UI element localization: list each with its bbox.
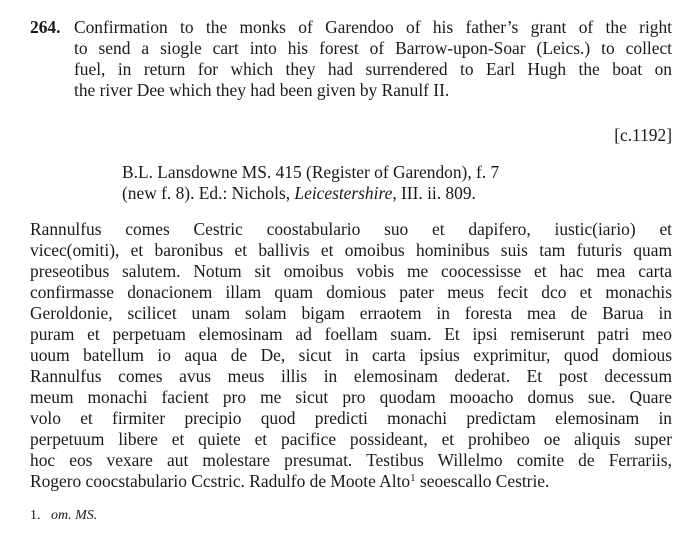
- charter-line: Rannulfus comes avus meus illis in elemosinam dederat. Et post decessum: [30, 366, 672, 386]
- summary-line: the river Dee which they had been given by Ranulf II.: [74, 80, 450, 100]
- charter-line: puram et perpetuam elemosinam ad foellam suam. Et ipsi remiserunt patri meo: [30, 324, 672, 344]
- charter-line: Geroldonie, scilicet unam solam bigam erraotem in foresta mea de Barua in: [30, 303, 672, 323]
- charter-line: vicec(omiti), et baronibus et ballivis et omoibus hominibus suis tam futuris quam: [30, 240, 672, 260]
- source-edition-pre: (new f. 8). Ed.: Nichols,: [122, 183, 295, 203]
- charter-line: perpetuum libere et quiete et pacifice possideant, et prohibeo oe aliquis super: [30, 429, 672, 449]
- summary-line: to send a siogle cart into his forest of Barrow-upon-Soar (Leics.) to collect: [74, 38, 672, 58]
- charter-line-last: [30, 471, 549, 491]
- entry-number: 264.: [30, 17, 61, 37]
- summary-line: fuel, in return for which they had surrendered to Earl Hugh the boat on: [74, 59, 672, 79]
- footnote-text: om. MS.: [51, 508, 98, 523]
- footnote-marker: 1: [410, 472, 416, 484]
- source-line: B.L. Lansdowne MS. 415 (Register of Garendon), f. 7: [122, 162, 500, 182]
- footnote: [30, 507, 97, 525]
- source-line-edition: [122, 183, 476, 203]
- source-edition-title: Leicestershire: [294, 183, 393, 203]
- charter-last-pre: Rogero coocstabulario Ccstric. Radulfo de Moote Alto: [30, 471, 411, 491]
- charter-line: meum monachi facient pro me sicut pro quodam mooacho domus sue. Quare: [30, 387, 672, 407]
- entry-date: [c.1192]: [614, 125, 672, 145]
- charter-last-post: seoescallo Cestrie.: [415, 471, 550, 491]
- charter-line: hoc eos vexare aut molestare presumat. Testibus Willelmo comite de Ferrariis,: [30, 450, 672, 470]
- footnote-number: 1.: [30, 508, 41, 523]
- summary-line: Confirmation to the monks of Garendoo of his father’s grant of the right: [74, 17, 672, 37]
- charter-line: preseotibus salutem. Notum sit omoibus vobis me coocessisse et hac mea carta: [30, 261, 672, 281]
- charter-line: confirmasse donacionem illam quam domious pater meus fecit dco et monachis: [30, 282, 672, 302]
- source-edition-post: , III. ii. 809.: [392, 183, 476, 203]
- charter-line: Rannulfus comes Cestric coostabulario suo et dapifero, iustic(iario) et: [30, 219, 672, 239]
- charter-line: uoum batellum io aqua de De, sicut in carta ipsius exprimitur, quod domious: [30, 345, 672, 365]
- charter-line: volo et firmiter precipio quod predicti monachi predictam elemosinam in: [30, 408, 672, 428]
